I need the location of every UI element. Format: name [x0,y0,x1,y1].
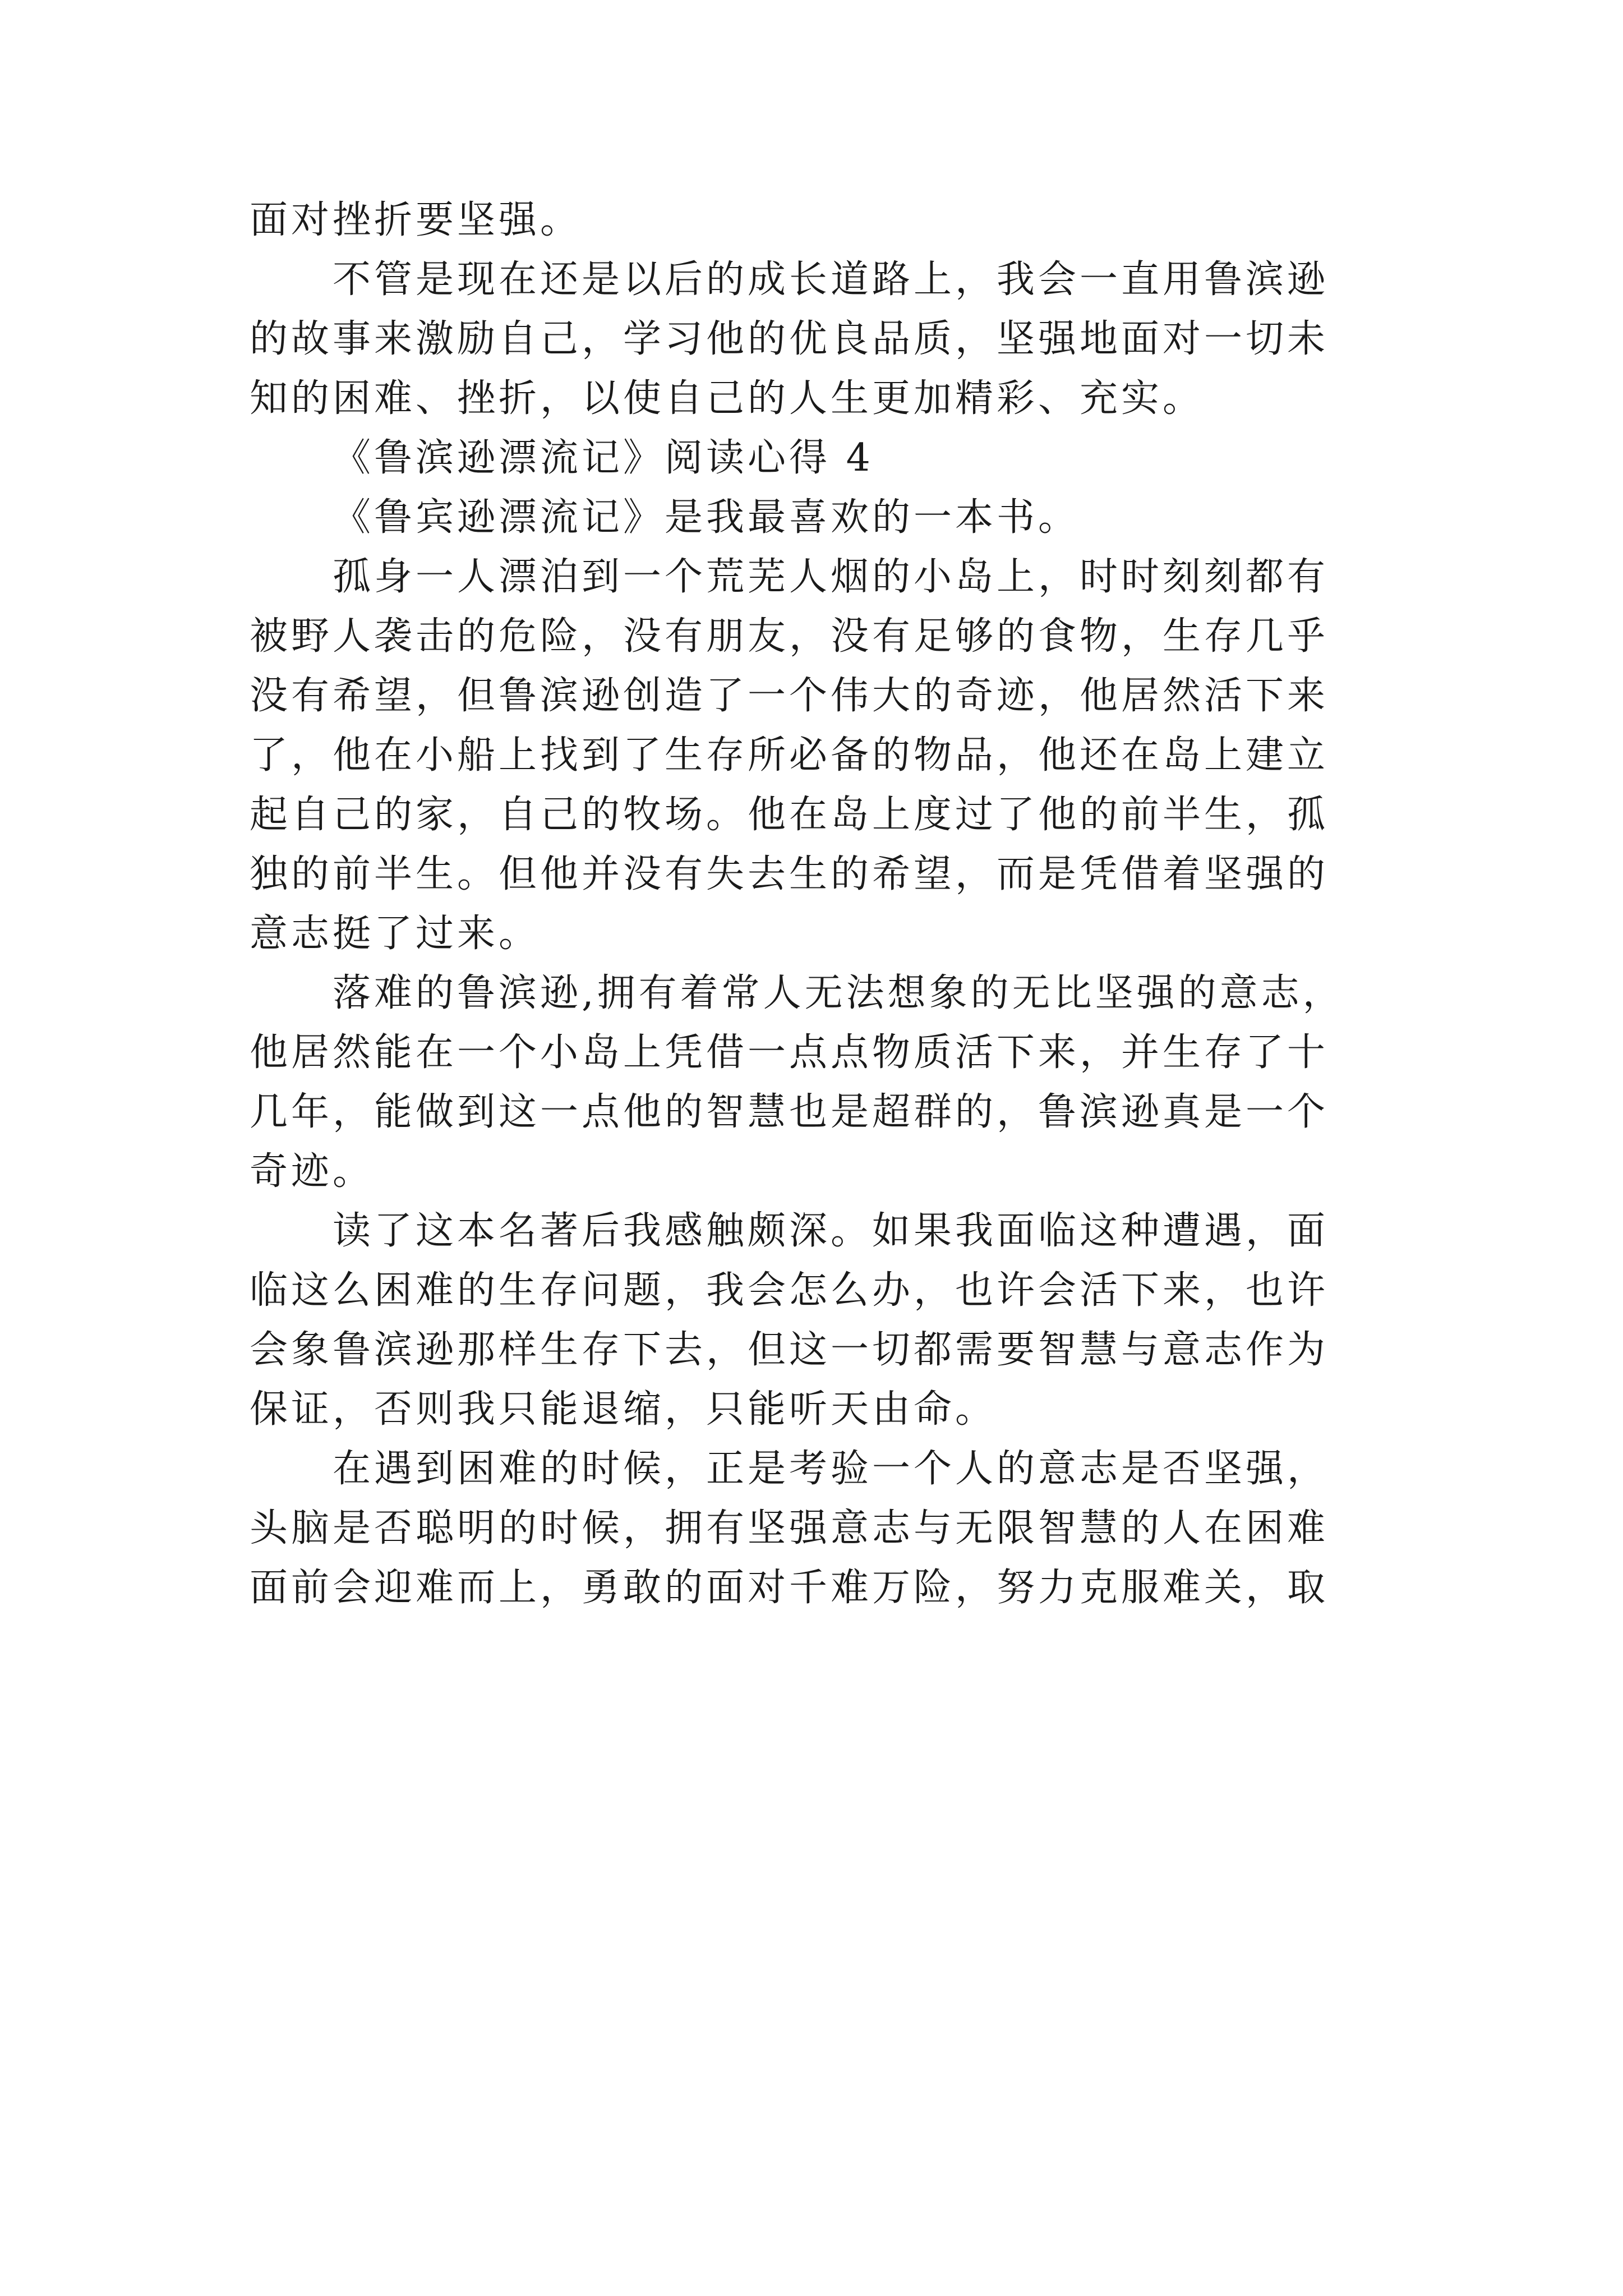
text-line: 读了这本名著后我感触颇深。如果我面临这种遭遇，面 [333,1209,1329,1253]
text-line: 没有希望，但鲁滨逊创造了一个伟大的奇迹，他居然活下来 [250,674,1329,718]
paragraph [250,191,1394,250]
text-line: 不管是现在还是以后的成长道路上，我会一直用鲁滨逊 [333,257,1329,302]
section-heading [250,429,1394,488]
heading-text: 《鲁滨逊漂流记》阅读心得 4 [333,436,874,480]
text-line: 落难的鲁滨逊,拥有着常人无法想象的无比坚强的意志， [333,971,1344,1015]
text-line: 临这么困难的生存问题，我会怎么办，也许会活下来，也许 [250,1268,1329,1313]
text-line: 意志挺了过来。 [250,912,541,956]
text-line: 孤身一人漂泊到一个荒芜人烟的小岛上，时时刻刻都有 [333,555,1329,599]
text-line: 奇迹。 [250,1149,375,1194]
text-line: 面对挫折要坚强。 [250,198,582,242]
paragraph [250,1439,1394,1618]
text-line: 了，他在小船上找到了生存所必备的物品，他还在岛上建立 [250,733,1329,777]
text-line: 知的困难、挫折，以使自己的人生更加精彩、充实。 [250,376,1205,421]
paragraph [250,1202,1394,1439]
text-line: 会象鲁滨逊那样生存下去，但这一切都需要智慧与意志作为 [250,1328,1329,1372]
text-line: 《鲁宾逊漂流记》是我最喜欢的一本书。 [333,495,1080,540]
text-line: 起自己的家，自己的牧场。他在岛上度过了他的前半生，孤 [250,793,1329,837]
text-line: 的故事来激励自己，学习他的优良品质，坚强地面对一切未 [250,317,1329,361]
document-body [250,191,1394,1618]
paragraph [250,547,1394,964]
text-line: 独的前半生。但他并没有失去生的希望，而是凭借着坚强的 [250,852,1329,896]
text-line: 他居然能在一个小岛上凭借一点点物质活下来，并生存了十 [250,1030,1329,1075]
paragraph [250,488,1394,547]
text-line: 被野人袭击的危险，没有朋友，没有足够的食物，生存几乎 [250,614,1329,659]
paragraph [250,250,1394,429]
text-line: 面前会迎难而上，勇敢的面对千难万险，努力克服难关，取 [250,1566,1329,1610]
text-line: 头脑是否聪明的时候，拥有坚强意志与无限智慧的人在困难 [250,1506,1329,1550]
text-line: 在遇到困难的时候，正是考验一个人的意志是否坚强， [333,1447,1329,1491]
text-line: 几年，能做到这一点他的智慧也是超群的，鲁滨逊真是一个 [250,1090,1329,1134]
paragraph [250,964,1394,1202]
text-line: 保证，否则我只能退缩，只能听天由命。 [250,1387,997,1432]
